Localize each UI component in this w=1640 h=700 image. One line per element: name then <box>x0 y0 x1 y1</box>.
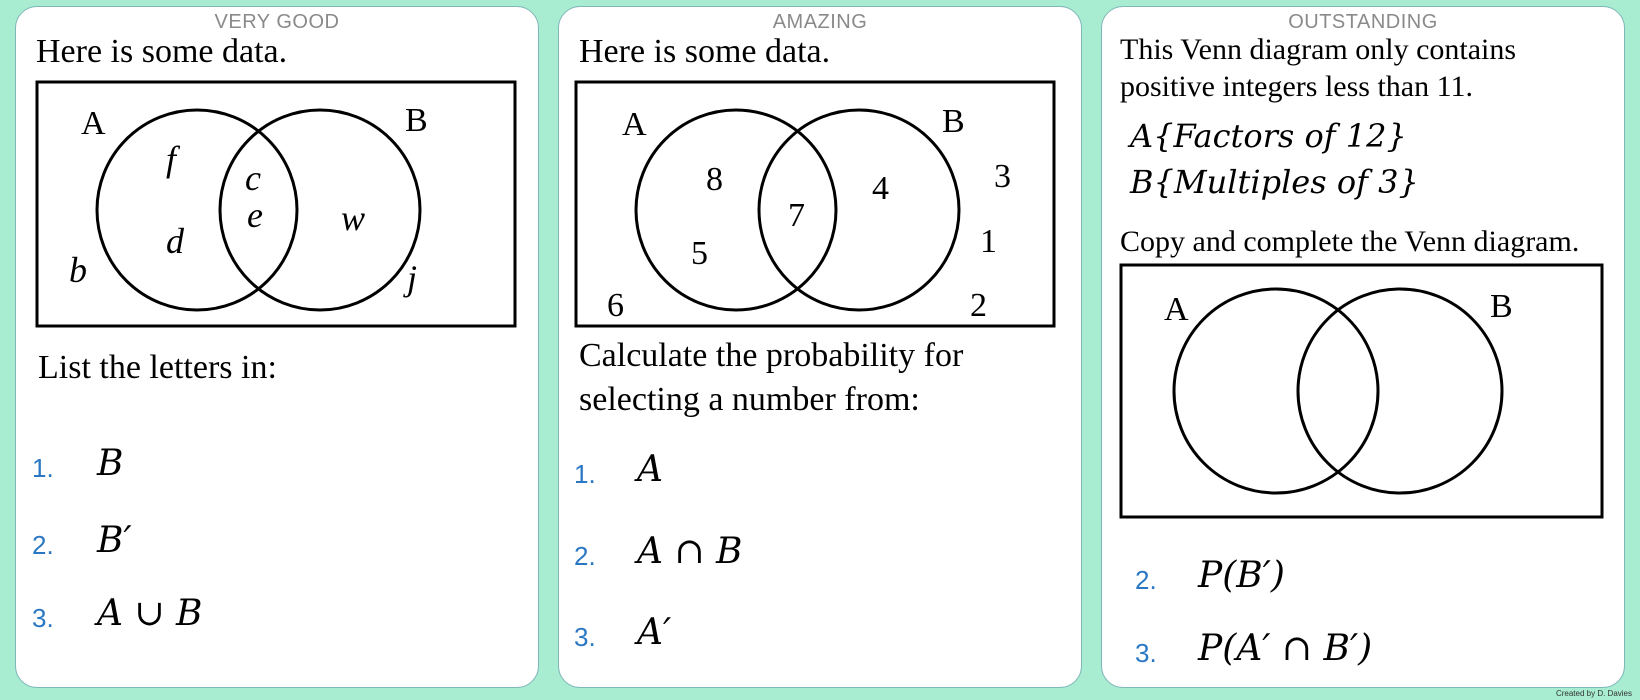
venn-diagram <box>575 75 1055 327</box>
set-a-circle <box>1174 289 1378 493</box>
question-number: 3. <box>32 603 54 633</box>
question-expression: P(B′) <box>1198 555 1285 596</box>
set-a-label: A <box>1164 291 1189 328</box>
question-expression: P(A′ ∩ B′) <box>1198 628 1373 669</box>
set-a-label: A <box>81 105 106 142</box>
instruction-line: Calculate the probability for <box>579 337 964 374</box>
venn-diagram <box>36 75 516 327</box>
question-number: 3. <box>574 622 596 652</box>
question-expression: B′ <box>97 520 132 561</box>
set-definition: A{Factors of 12} <box>1130 117 1407 155</box>
instruction-line: selecting a number from: <box>579 381 920 418</box>
question-number: 2. <box>32 530 54 560</box>
set-a-circle <box>636 110 836 310</box>
instruction-text: Copy and complete the Venn diagram. <box>1120 225 1580 258</box>
card-very-good <box>15 6 539 688</box>
element: w <box>341 198 366 238</box>
element: 8 <box>706 161 723 198</box>
question-expression: B <box>97 443 124 484</box>
intro-text: Here is some data. <box>579 33 831 70</box>
intro-text: Here is some data. <box>36 33 288 70</box>
element: j <box>407 258 418 298</box>
question-expression: A′ <box>637 612 672 653</box>
intro-line: positive integers less than 11. <box>1120 70 1473 103</box>
question-number: 3. <box>1135 638 1157 668</box>
card-title: AMAZING <box>772 11 868 33</box>
set-b-label: B <box>1490 288 1513 325</box>
element: f <box>166 139 177 179</box>
element: 7 <box>788 197 805 234</box>
instruction-text: List the letters in: <box>38 349 277 386</box>
question-number: 2. <box>1135 565 1157 595</box>
element: 6 <box>607 287 624 324</box>
venn-diagram <box>1120 264 1605 520</box>
element: e <box>247 195 263 235</box>
question-number: 1. <box>32 453 54 483</box>
intro-line: This Venn diagram only contains <box>1120 33 1517 66</box>
set-a-circle <box>97 110 297 310</box>
credit-text: Created by D. Davies <box>1555 689 1632 698</box>
set-definition: B{Multiples of 3} <box>1130 163 1419 201</box>
element: 2 <box>970 287 987 324</box>
element: 5 <box>691 235 708 272</box>
set-b-label: B <box>405 102 428 139</box>
element: d <box>166 221 184 261</box>
element: b <box>69 250 87 290</box>
card-title: OUTSTANDING <box>1288 11 1438 33</box>
element: 3 <box>994 158 1011 195</box>
card-title: VERY GOOD <box>214 11 340 33</box>
set-b-circle <box>1298 289 1502 493</box>
universal-set-box <box>1121 265 1602 517</box>
element: 4 <box>872 170 889 207</box>
question-expression: A <box>637 449 663 490</box>
element: c <box>245 158 261 198</box>
question-expression: A ∪ B <box>97 593 203 634</box>
question-number: 2. <box>574 541 596 571</box>
element: 1 <box>980 223 997 260</box>
set-b-label: B <box>942 103 965 140</box>
set-a-label: A <box>622 106 647 143</box>
card-outstanding <box>1101 6 1625 688</box>
question-expression: A ∩ B <box>637 531 743 572</box>
card-amazing <box>558 6 1082 688</box>
question-number: 1. <box>574 459 596 489</box>
